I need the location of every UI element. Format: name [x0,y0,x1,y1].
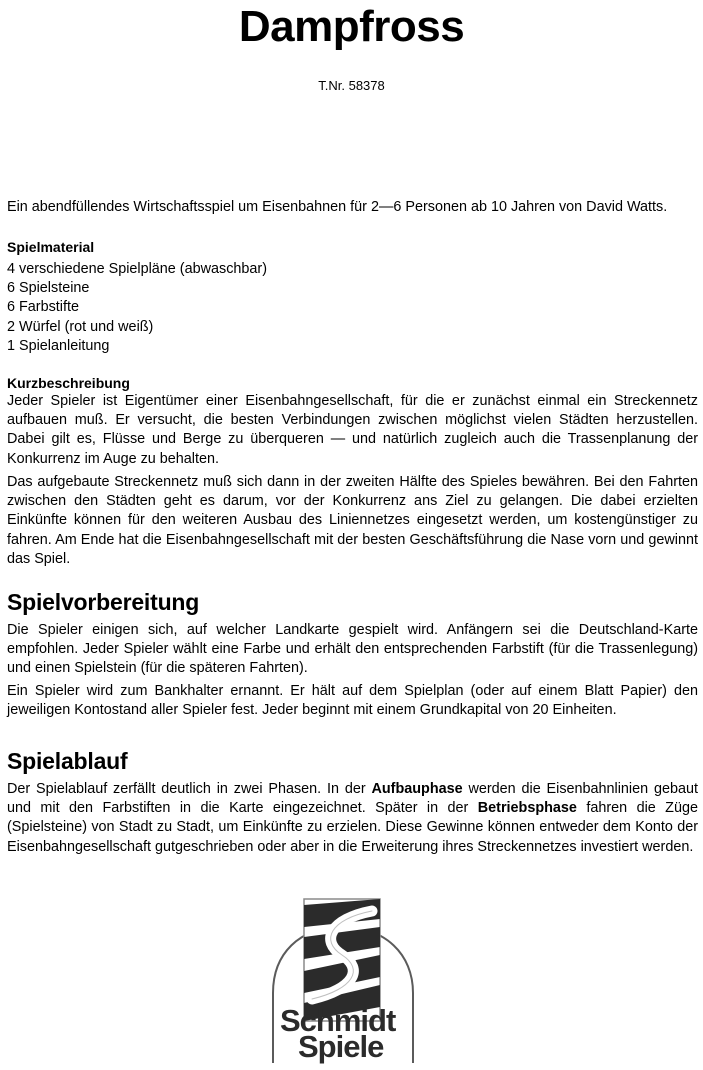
page-title: Dampfross [238,2,465,51]
kurzbeschreibung-paragraph-2: Das aufgebaute Streckennetz muß sich dann in der zweiten Hälfte des Spieles bewähren. Bei den Fahrten zwischen den Städten geht es darum, vor der Konkurrenz ans Ziel zu gelangen. Die dabei erzielten Einkünfte können für den weiteren Ausbau des Liniennetzes eingesetzt werden, um kostengünstiger zu fahren. Am Ende hat die Eisenbahngesellschaft mit der besten Geschäftsführung die Nase vorn und gewinnt das Spiel. [7,474,698,567]
list-item: 1 Spielanleitung [7,337,110,354]
logo-text-spiele: Spiele [298,1029,384,1064]
list-item: 4 verschiedene Spielpläne (abwaschbar) [7,261,267,277]
spielablauf-text-1: Der Spielablauf zerfällt deutlich in zwei Phasen. In der [7,781,372,797]
list-item: 2 Würfel (rot und weiß) [7,318,154,335]
intro-line: Ein abendfüllendes Wirtschaftsspiel um Eisenbahnen für 2—6 Personen ab 10 Jahren von David Watts. [7,199,668,215]
spielmaterial-list [7,260,698,356]
spielvorbereitung-paragraph-1: Die Spieler einigen sich, auf welcher Landkarte gespielt wird. Anfängern sei die Deutschland-Karte empfohlen. Jeder Spieler wählt eine Farbe und erhält den entsprechenden Farbstift (für die Trassenlegung) und einen Spielstein (für die späteren Fahrten). [7,622,698,677]
spielablauf-bold-aufbauphase: Aufbauphase [371,781,463,797]
kurzbeschreibung-paragraph-1: Jeder Spieler ist Eigentümer einer Eisenbahngesellschaft, für die er zunächst einmal ein Streckennetz aufbauen muß. Er versucht, die besten Verbindungen zwischen möglichst vielen Städten herzustellen. Dabei gilt es, Flüsse und Berge zu überqueren — und natürlich zugleich auch die Trassenplanung der Konkurrenz im Auge zu behalten. [7,393,698,467]
schmidt-spiele-logo [268,897,420,1065]
spielablauf-text-3: fahren die Züge (Spielsteine) von Stadt zu Stadt, um Einkünfte zu erzielen. Diese Gewinne können entweder dem Konto der Eisenbahngesellschaft gutgeschrieben oder aber in die Erweiterung ihres Streckennetzes investiert werden. [7,800,698,855]
logo-text-schmidt: Schmidt [280,1003,396,1038]
schmidt-spiele-logo-graphic [268,897,420,1065]
list-item: 6 Spielsteine [7,280,90,297]
spielablauf-text-2: werden die Eisenbahnlinien gebaut und mit den Farbstiften in die Karte eingezeichnet. Später in der [7,781,698,817]
spielablauf-paragraph-1 [7,780,698,857]
spielvorbereitung-paragraph-2: Ein Spieler wird zum Bankhalter ernannt. Er hält auf dem Spielplan (oder auf einem Blatt Papier) den jeweiligen Kontostand aller Spieler fest. Jeder beginnt mit einem Grundkapital von 20 Einheiten. [7,683,698,719]
article-number: T.Nr. 58378 [318,78,385,93]
section-heading-spielablauf: Spielablauf [7,748,128,774]
list-item: 6 Farbstifte [7,299,79,316]
section-heading-spielmaterial: Spielmaterial [7,239,95,255]
spielablauf-bold-betriebsphase: Betriebsphase [477,800,577,817]
section-heading-spielvorbereitung: Spielvorbereitung [7,589,200,615]
section-heading-kurzbeschreibung: Kurzbeschreibung [7,375,130,391]
